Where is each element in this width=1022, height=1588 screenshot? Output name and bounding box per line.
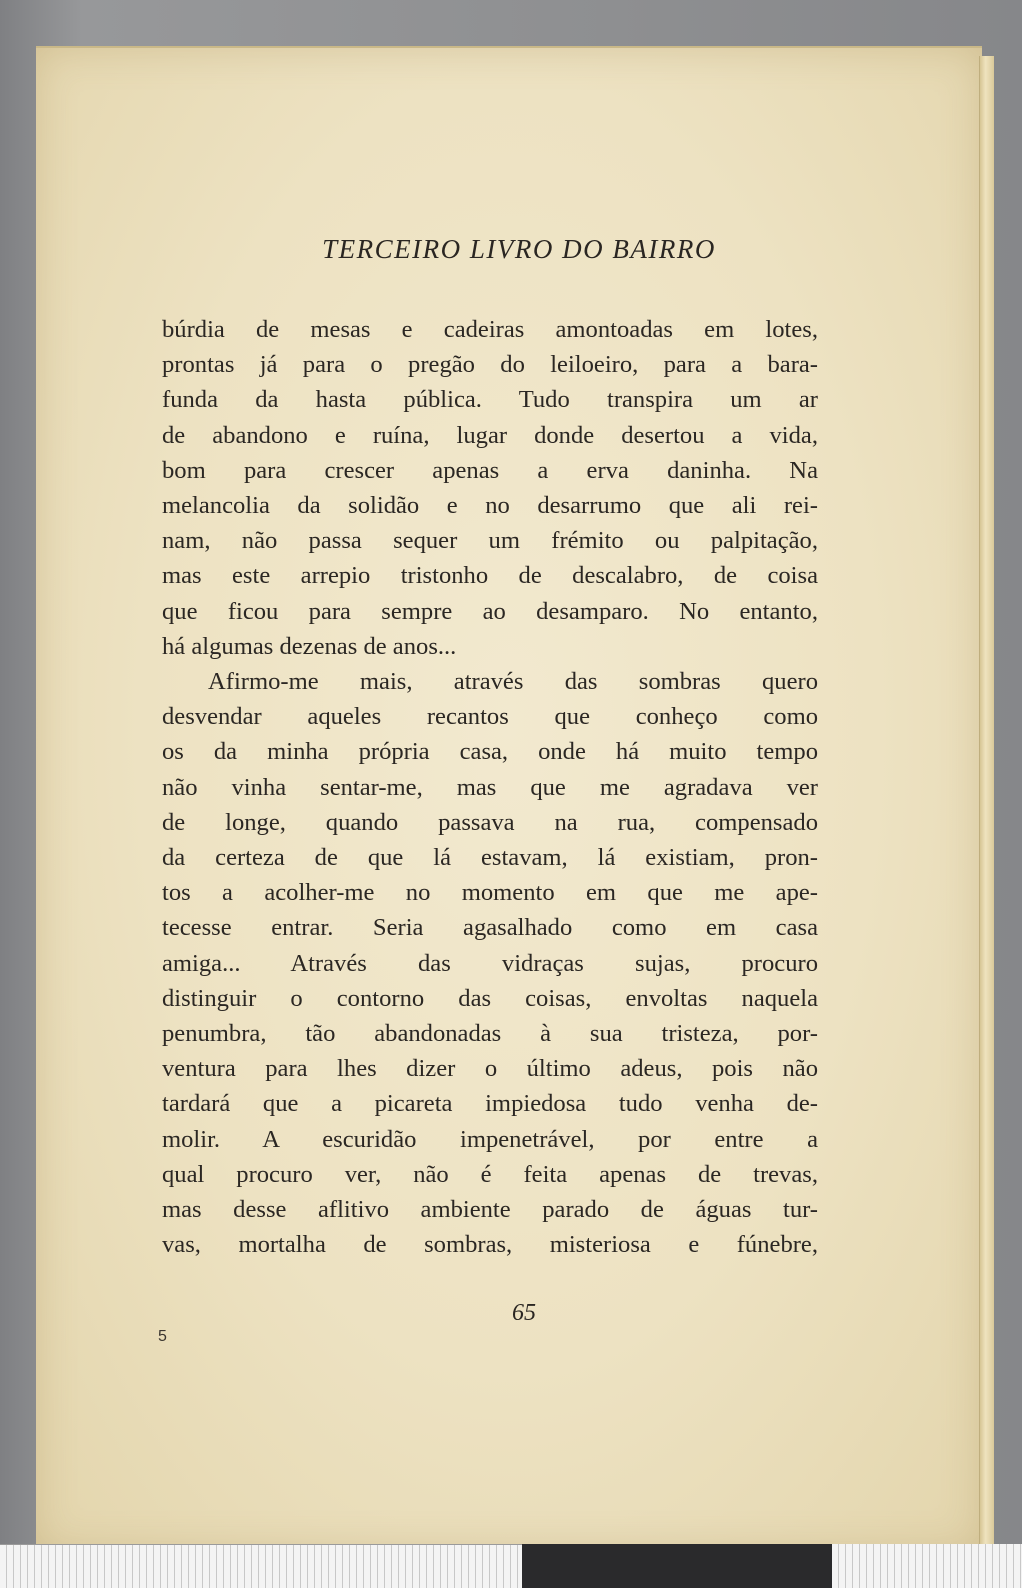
- text-line: de longe, quando passava na rua, compensado: [162, 808, 818, 836]
- page-number: 65: [512, 1300, 536, 1326]
- page-edge: [979, 56, 994, 1546]
- text-line: distinguir o contorno das coisas, envoltas naquela: [162, 984, 818, 1012]
- text-line: de abandono e ruína, lugar donde desertou a vida,: [162, 421, 818, 449]
- ruler-dark-band: [522, 1544, 832, 1588]
- text-line: os da minha própria casa, onde há muito tempo: [162, 738, 818, 766]
- text-line: desvendar aqueles recantos que conheço como: [162, 703, 818, 731]
- text-line: melancolia da solidão e no desarrumo que ali rei-: [162, 492, 818, 520]
- text-line: há algumas dezenas de anos...: [162, 632, 457, 660]
- text-line: vas, mortalha de sombras, misteriosa e fúnebre,: [162, 1231, 818, 1259]
- text-line: búrdia de mesas e cadeiras amontoadas em lotes,: [162, 316, 818, 343]
- text-line: penumbra, tão abandonadas à sua tristeza, por-: [162, 1020, 818, 1048]
- text-line: Afirmo-me mais, através das sombras quero: [208, 668, 818, 696]
- book-page: [36, 46, 982, 1552]
- text-line: tecesse entrar. Seria agasalhado como em casa: [162, 914, 818, 942]
- text-line: prontas já para o pregão do leiloeiro, para a bara-: [162, 351, 818, 379]
- ruler-ticks: [832, 1544, 1022, 1588]
- text-line: funda da hasta pública. Tudo transpira um ar: [162, 386, 818, 414]
- text-line: tos a acolher-me no momento em que me ape-: [162, 879, 818, 907]
- text-line: nam, não passa sequer um frémito ou palpitação,: [162, 527, 818, 555]
- text-line: mas este arrepio tristonho de descalabro, de coisa: [162, 562, 818, 590]
- body-text: [162, 312, 818, 1262]
- text-line: bom para crescer apenas a erva daninha. Na: [162, 456, 818, 484]
- ruler-ticks: [0, 1544, 522, 1588]
- scan-ruler-strip: [0, 1544, 1022, 1588]
- text-line: amiga... Através das vidraças sujas, procuro: [162, 949, 818, 977]
- text-line: mas desse aflitivo ambiente parado de águas tur-: [162, 1196, 818, 1224]
- text-line: que ficou para sempre ao desamparo. No entanto,: [162, 597, 818, 625]
- text-line: qual procuro ver, não é feita apenas de trevas,: [162, 1160, 818, 1188]
- text-line: ventura para lhes dizer o último adeus, pois não: [162, 1055, 818, 1083]
- text-line: da certeza de que lá estavam, lá existiam, pron-: [162, 844, 818, 872]
- text-line: não vinha sentar-me, mas que me agradava ver: [162, 773, 818, 801]
- running-head: TERCEIRO LIVRO DO BAIRRO: [322, 234, 716, 264]
- signature-mark: 5: [158, 1328, 167, 1345]
- text-line: molir. A escuridão impenetrável, por entre a: [162, 1125, 818, 1153]
- text-line: tardará que a picareta impiedosa tudo venha de-: [162, 1090, 818, 1118]
